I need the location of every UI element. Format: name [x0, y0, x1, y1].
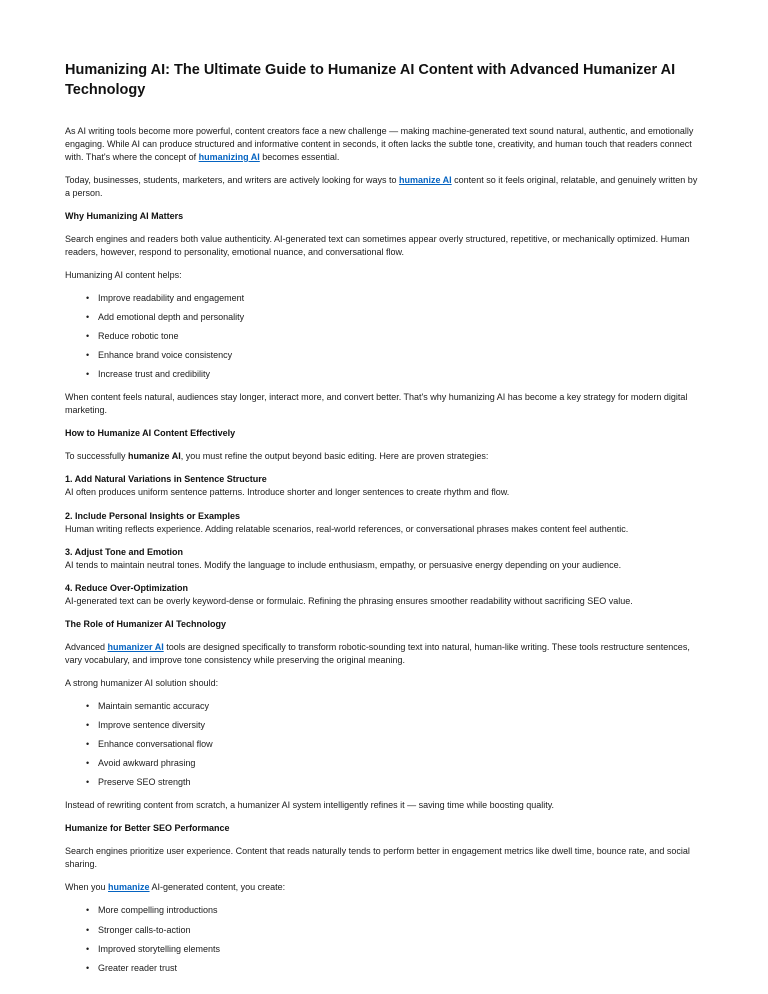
list-item: • Improved storytelling elements — [86, 943, 703, 956]
text-run: , you must refine the output beyond basic editing. Here are proven strategies: — [180, 451, 489, 462]
section-heading: How to Humanize AI Content Effectively — [65, 428, 236, 439]
paragraph — [65, 881, 703, 894]
step-text: Human writing reflects experience. Adding relatable scenarios, real-world references, or conversational phrases makes content feel authentic. — [65, 523, 629, 534]
step-text: AI tends to maintain neutral tones. Modify the language to include enthusiasm, empathy, or persuasive energy depending on your audience. — [65, 559, 622, 570]
list-item: • Add emotional depth and personality — [86, 311, 703, 324]
list-item: • Improve sentence diversity — [86, 719, 703, 732]
paragraph — [65, 269, 703, 282]
text-run: To successfully — [65, 451, 129, 462]
numbered-step — [65, 473, 703, 499]
step-title: 1. Add Natural Variations in Sentence Structure — [65, 474, 267, 485]
list-item: • More compelling introductions — [86, 904, 703, 917]
text-run: Search engines and readers both value authenticity. AI-generated text can sometimes appear overly structured, repetitive, or mechanically optimized. Human readers, however, respond to personality, emotional nuance, and conversational flow. — [65, 233, 690, 257]
step-text: AI-generated text can be overly keyword-dense or formulaic. Refining the phrasing ensures smoother readability without sacrificing SEO value. — [65, 595, 633, 606]
section-heading: Humanize for Better SEO Performance — [65, 823, 230, 834]
numbered-step — [65, 582, 703, 608]
bullet-list — [65, 292, 703, 381]
paragraph — [65, 641, 703, 667]
bold-run: humanize AI — [128, 451, 181, 462]
text-run: Instead of rewriting content from scratch, a humanizer AI system intelligently refines it — saving time while boosting quality. — [65, 800, 555, 811]
text-run: content so it feels original, relatable, and genuinely written by a person. — [65, 174, 698, 198]
paragraph — [65, 391, 703, 417]
bullet-list — [65, 700, 703, 789]
list-item: • Avoid awkward phrasing — [86, 757, 703, 770]
numbered-step — [65, 546, 703, 572]
text-run: AI-generated content, you create: — [149, 882, 286, 893]
text-run: becomes essential. — [259, 151, 340, 162]
inline-link[interactable]: humanize — [108, 882, 150, 893]
inline-link[interactable]: humanize AI — [398, 174, 452, 185]
list-item: • Improve readability and engagement — [86, 292, 703, 305]
paragraph — [65, 450, 703, 463]
text-run: A strong humanizer AI solution should: — [65, 677, 219, 688]
step-title: 2. Include Personal Insights or Examples — [65, 510, 241, 521]
text-run: Search engines prioritize user experience. Content that reads naturally tends to perform better in engagement metrics like dwell time, bounce rate, and social sharing. — [65, 846, 690, 870]
paragraph — [65, 174, 703, 200]
list-item: • Enhance brand voice consistency — [86, 349, 703, 362]
paragraph — [65, 677, 703, 690]
inline-link[interactable]: humanizing AI — [198, 151, 260, 162]
list-item: • Preserve SEO strength — [86, 776, 703, 789]
list-item: • Maintain semantic accuracy — [86, 700, 703, 713]
list-item: • Increase trust and credibility — [86, 368, 703, 381]
section-heading: The Role of Humanizer AI Technology — [65, 618, 227, 629]
list-item: • Greater reader trust — [86, 962, 703, 975]
step-title: 4. Reduce Over-Optimization — [65, 582, 189, 593]
step-text: AI often produces uniform sentence patterns. Introduce shorter and longer sentences to create rhythm and flow. — [65, 487, 510, 498]
text-run: When content feels natural, audiences stay longer, interact more, and convert better. That's why humanizing AI has become a key strategy for modern digital marketing. — [65, 392, 688, 416]
paragraph — [65, 845, 703, 871]
document-content — [65, 125, 703, 975]
inline-link[interactable]: humanizer AI — [107, 641, 164, 652]
paragraph — [65, 799, 703, 812]
paragraph — [65, 233, 703, 259]
list-item: • Stronger calls-to-action — [86, 924, 703, 937]
text-run: As AI writing tools become more powerful, content creators face a new challenge — making machine-generated text sound natural, authentic, and emotionally engaging. While AI can produce structured and informative content in seconds, it often lacks the subtle tone, creativity, and human touch that readers connect with. That's where the concept of — [65, 125, 694, 162]
bullet-list — [65, 904, 703, 974]
step-title: 3. Adjust Tone and Emotion — [65, 546, 183, 557]
text-run: Advanced — [65, 641, 108, 652]
text-run: Today, businesses, students, marketers, and writers are actively looking for ways to — [65, 174, 399, 185]
page-title: Humanizing AI: The Ultimate Guide to Humanize AI Content with Advanced Humanizer AI Technology — [65, 62, 676, 99]
section-heading: Why Humanizing AI Matters — [65, 210, 184, 221]
text-run: Humanizing AI content helps: — [65, 269, 182, 280]
text-run: tools are designed specifically to transform robotic-sounding text into natural, human-like writing. These tools restructure sentences, vary vocabulary, and improve tone consistency while preserving the original meaning. — [65, 641, 690, 665]
text-run: When you — [65, 882, 109, 893]
list-item: • Reduce robotic tone — [86, 330, 703, 343]
list-item: • Enhance conversational flow — [86, 738, 703, 751]
numbered-step — [65, 510, 703, 536]
paragraph — [65, 125, 703, 164]
